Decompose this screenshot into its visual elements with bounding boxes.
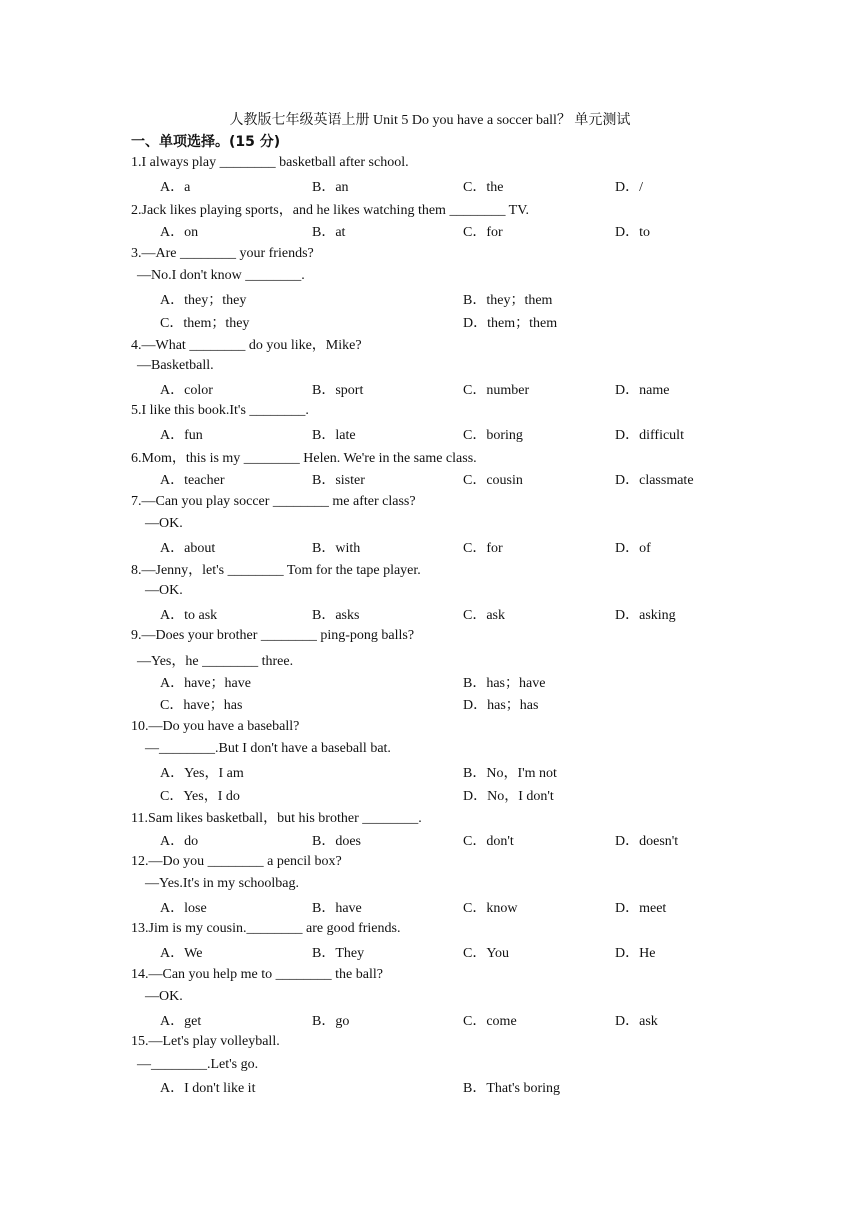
question-13-stem: 13.Jim is my cousin.________ are good friends.	[131, 921, 401, 936]
question-13-option-a: A．We	[160, 946, 203, 961]
question-7-stem: 7.—Can you play soccer ________ me after class?	[131, 494, 416, 509]
question-10-reply: —________.But I don't have a baseball bat.	[145, 741, 391, 756]
question-6-option-d: D．classmate	[615, 473, 694, 488]
question-14-stem: 14.—Can you help me to ________ the ball?	[131, 967, 383, 982]
question-7-option-a: A．about	[160, 541, 216, 556]
question-10-option-d: D．No，I don't	[463, 789, 554, 804]
question-12-option-c: C．know	[463, 901, 518, 916]
question-2-option-a: A．on	[160, 225, 199, 240]
question-15-stem: 15.—Let's play volleyball.	[131, 1034, 280, 1049]
question-11-option-b: B．does	[312, 834, 361, 849]
question-5-option-a: A．fun	[160, 428, 203, 443]
question-4-option-b: B．sport	[312, 383, 364, 398]
question-14-reply: —OK.	[145, 989, 183, 1004]
question-15-option-b: B．That's boring	[463, 1081, 561, 1096]
question-1-option-c: C．the	[463, 180, 504, 195]
question-5-option-b: B．late	[312, 428, 356, 443]
question-6-option-b: B．sister	[312, 473, 365, 488]
question-8-stem: 8.—Jenny，let's ________ Tom for the tape player.	[131, 563, 421, 578]
question-10-option-c: C．Yes，I do	[160, 789, 240, 804]
question-5-option-c: C．boring	[463, 428, 523, 443]
question-4-option-d: D．name	[615, 383, 670, 398]
question-4-stem: 4.—What ________ do you like，Mike?	[131, 338, 362, 353]
question-9-option-c: C．have；has	[160, 698, 243, 713]
question-2-option-d: D．to	[615, 225, 650, 240]
question-15-option-a: A．I don't like it	[160, 1081, 256, 1096]
question-4-reply: —Basketball.	[137, 358, 214, 373]
question-11-option-d: D．doesn't	[615, 834, 679, 849]
question-1-option-d: D．/	[615, 180, 643, 195]
question-8-option-c: C．ask	[463, 608, 505, 623]
question-5-option-d: D．difficult	[615, 428, 684, 443]
question-2-option-c: C．for	[463, 225, 503, 240]
question-7-option-d: D．of	[615, 541, 651, 556]
question-8-option-d: D．asking	[615, 608, 676, 623]
question-9-option-b: B．has；have	[463, 676, 546, 691]
question-9-option-d: D．has；has	[463, 698, 539, 713]
question-6-option-a: A．teacher	[160, 473, 225, 488]
question-3-option-b: B．they；them	[463, 293, 553, 308]
question-10-option-a: A．Yes，I am	[160, 766, 244, 781]
question-1-option-a: A．a	[160, 180, 191, 195]
question-5-stem: 5.I like this book.It's ________.	[131, 403, 309, 418]
question-11-option-a: A．do	[160, 834, 199, 849]
question-8-option-a: A．to ask	[160, 608, 218, 623]
question-7-option-b: B．with	[312, 541, 361, 556]
question-12-stem: 12.—Do you ________ a pencil box?	[131, 854, 342, 869]
question-15-reply: —________.Let's go.	[137, 1057, 259, 1072]
question-13-option-b: B．They	[312, 946, 365, 961]
question-2-option-b: B．at	[312, 225, 346, 240]
question-12-option-d: D．meet	[615, 901, 667, 916]
question-9-reply: —Yes，he ________ three.	[137, 654, 294, 669]
question-1-stem: 1.I always play ________ basketball after school.	[131, 155, 409, 170]
question-14-option-b: B．go	[312, 1014, 350, 1029]
section-heading: 一、单项选择。(15 分)	[131, 134, 281, 150]
question-11-option-c: C．don't	[463, 834, 514, 849]
question-14-option-d: D．ask	[615, 1014, 658, 1029]
question-11-stem: 11.Sam likes basketball，but his brother ________.	[131, 811, 422, 826]
question-12-option-a: A．lose	[160, 901, 207, 916]
question-1-option-b: B．an	[312, 180, 349, 195]
question-4-option-a: A．color	[160, 383, 213, 398]
question-12-option-b: B．have	[312, 901, 362, 916]
question-13-option-c: C．You	[463, 946, 510, 961]
question-9-option-a: A．have；have	[160, 676, 251, 691]
question-10-option-b: B．No，I'm not	[463, 766, 557, 781]
question-6-option-c: C．cousin	[463, 473, 523, 488]
question-8-option-b: B．asks	[312, 608, 360, 623]
question-7-option-c: C．for	[463, 541, 503, 556]
question-3-option-d: D．them；them	[463, 316, 558, 331]
question-14-option-c: C．come	[463, 1014, 517, 1029]
question-6-stem: 6.Mom，this is my ________ Helen. We're in the same class.	[131, 451, 477, 466]
question-10-stem: 10.—Do you have a baseball?	[131, 719, 300, 734]
document-title: 人教版七年级英语上册 Unit 5 Do you have a soccer ball？ 单元测试	[229, 113, 631, 128]
question-3-stem: 3.—Are ________ your friends?	[131, 246, 314, 261]
question-7-reply: —OK.	[145, 516, 183, 531]
question-3-option-c: C．them；they	[160, 316, 250, 331]
question-13-option-d: D．He	[615, 946, 656, 961]
question-3-option-a: A．they；they	[160, 293, 247, 308]
question-14-option-a: A．get	[160, 1014, 202, 1029]
question-2-stem: 2.Jack likes playing sports，and he likes watching them ________ TV.	[131, 203, 530, 218]
question-9-stem: 9.—Does your brother ________ ping-pong balls?	[131, 628, 415, 643]
question-8-reply: —OK.	[145, 583, 183, 598]
question-12-reply: —Yes.It's in my schoolbag.	[145, 876, 299, 891]
question-4-option-c: C．number	[463, 383, 530, 398]
question-3-reply: —No.I don't know ________.	[137, 268, 305, 283]
